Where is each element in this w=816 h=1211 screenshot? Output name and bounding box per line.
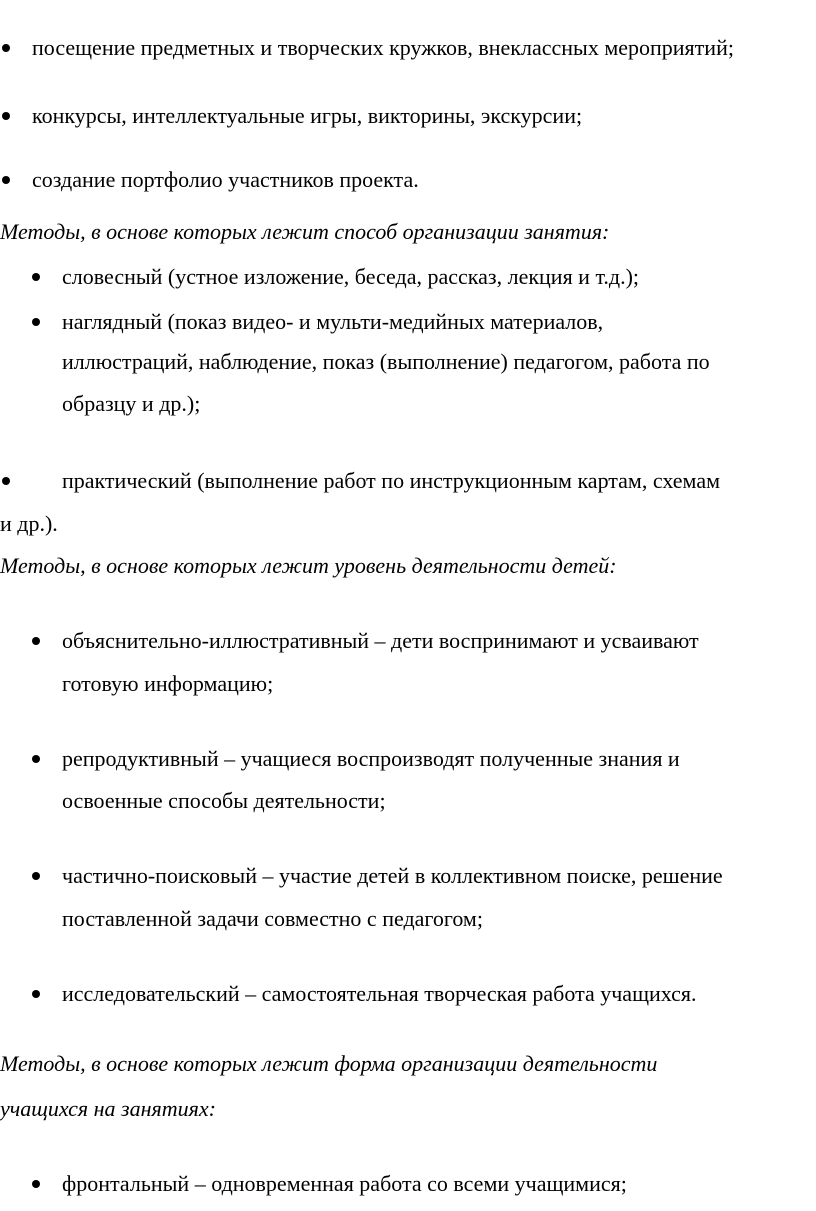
list-item: репродуктивный – учащиеся воспроизводят полученные знания и [62,746,680,771]
list-item: посещение предметных и творческих кружков, внеклассных мероприятий; [32,35,734,60]
list-item-continued: поставленной задачи совместно с педагогом; [62,906,483,931]
bullet-icon [2,112,10,120]
list-item: частично-поисковый – участие детей в коллективном поиске, решение [62,863,723,888]
list-item-continued: освоенные способы деятельности; [62,788,386,813]
bullet-icon [32,990,40,998]
bullet-icon [32,872,40,880]
section-heading: Методы, в основе которых лежит форма организации деятельности [0,1051,658,1076]
list-item-continued: и др.). [0,511,58,536]
bullet-icon [2,176,10,184]
section-heading-continued: учащихся на занятиях: [0,1096,216,1121]
list-item: создание портфолио участников проекта. [32,167,419,192]
list-item: словесный (устное изложение, беседа, рассказ, лекция и т.д.); [62,264,640,289]
list-item-continued: иллюстраций, наблюдение, показ (выполнение) педагогом, работа по [62,349,710,374]
bullet-icon [2,44,10,52]
list-item: конкурсы, интеллектуальные игры, викторины, экскурсии; [32,103,583,128]
list-item: исследовательский – самостоятельная творческая работа учащихся. [62,981,697,1006]
section-heading: Методы, в основе которых лежит способ организации занятия: [0,219,610,244]
list-item: фронтальный – одновременная работа со всеми учащимися; [62,1171,627,1196]
bullet-icon [32,318,40,326]
list-item-continued: готовую информацию; [62,671,274,696]
list-item: практический (выполнение работ по инструкционным картам, схемам [62,468,721,493]
section-heading: Методы, в основе которых лежит уровень деятельности детей: [0,553,617,578]
list-item-continued: образцу и др.); [62,391,201,416]
list-item: наглядный (показ видео- и мульти-медийных материалов, [62,309,604,334]
bullet-icon [32,1180,40,1188]
bullet-icon [32,273,40,281]
bullet-icon [2,477,10,485]
list-item: объяснительно-иллюстративный – дети воспринимают и усваивают [62,628,699,653]
bullet-icon [32,637,40,645]
bullet-icon [32,755,40,763]
